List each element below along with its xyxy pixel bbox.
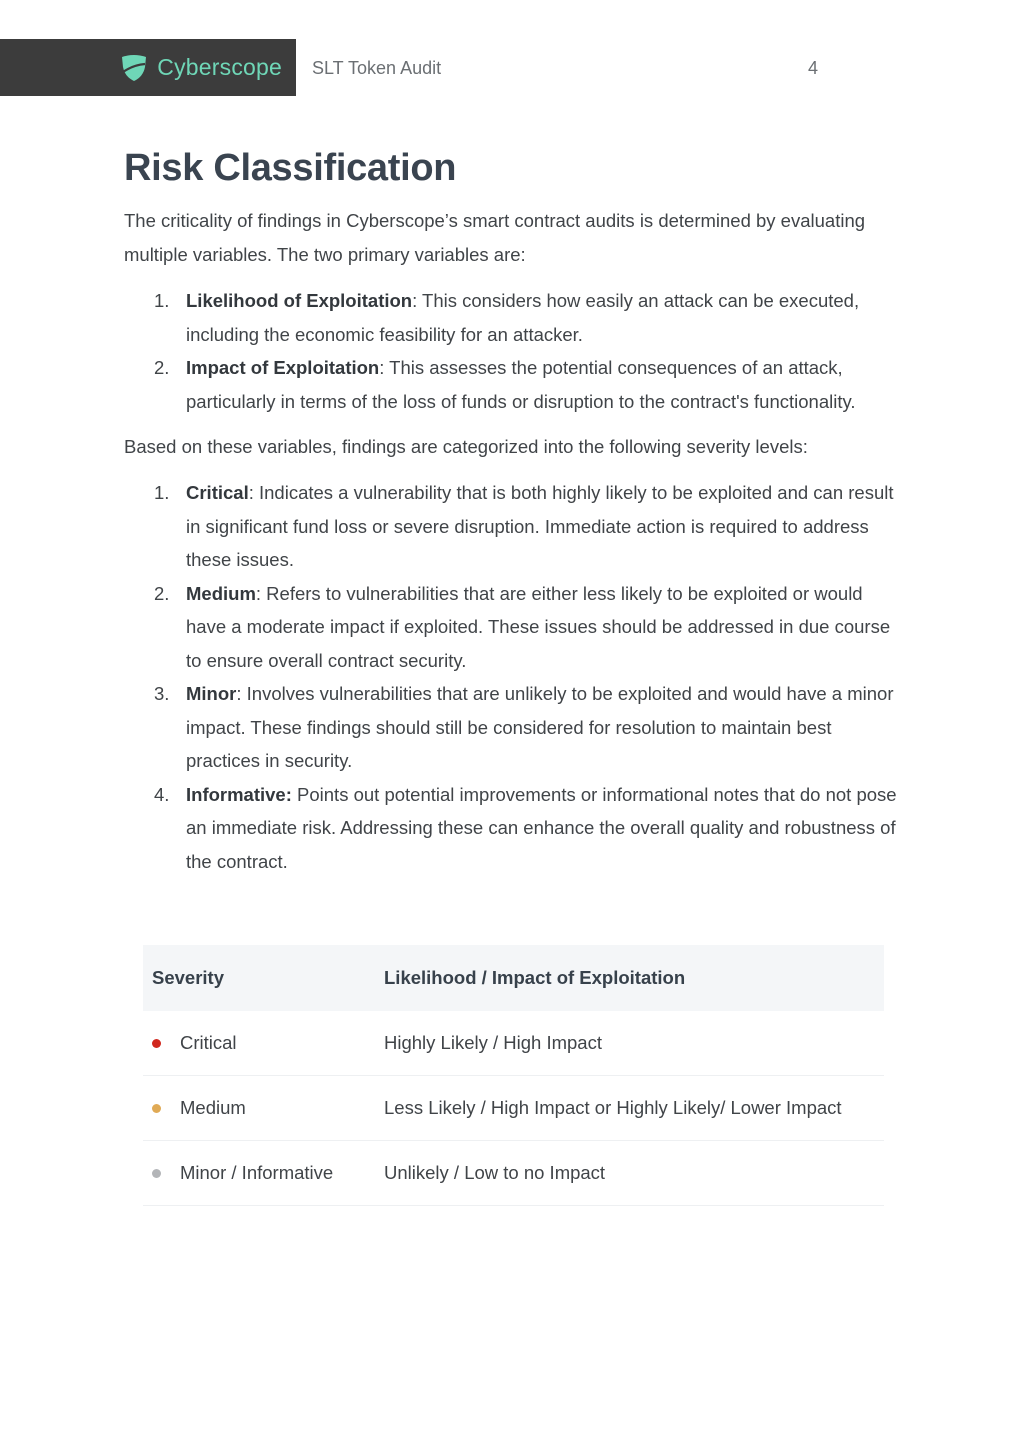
list-item: 2. Medium: Refers to vulnerabilities that are either less likely to be exploited or would have a moderate impact if exploited. These issues should be addressed in due course to ensure overall contract security. <box>154 582 891 671</box>
levels-intro: Based on these variables, findings are categorized into the following severity levels: <box>124 436 808 457</box>
brand-header <box>0 39 296 96</box>
severity-levels-list <box>124 476 904 878</box>
document-title: SLT Token Audit <box>312 58 442 78</box>
table-row <box>143 1076 884 1141</box>
brand-name: Cyberscope <box>157 54 282 80</box>
column-header-likelihood: Likelihood / Impact of Exploitation <box>384 945 884 1011</box>
table-header-row <box>143 945 884 1011</box>
intro-paragraph: The criticality of findings in Cyberscope’s smart contract audits is determined by evaluating multiple variables. The two primary variables are: <box>124 210 866 265</box>
term: Likelihood of Exploitation <box>186 290 413 311</box>
severity-dot-icon <box>152 1169 161 1178</box>
column-header-severity: Severity <box>143 945 384 1011</box>
shield-logo-icon <box>119 53 149 83</box>
term: Minor <box>186 683 237 704</box>
severity-dot-icon <box>152 1104 161 1113</box>
severity-label: Minor / Informative <box>180 1162 334 1183</box>
term: Informative: <box>186 783 292 805</box>
table-row <box>143 1011 884 1076</box>
variables-list <box>124 284 904 418</box>
list-item: 3. Minor: Involves vulnerabilities that are unlikely to be exploited and would have a minor impact. These findings should still be considered for resolution to maintain best practices in security. <box>154 683 894 771</box>
severity-label: Critical <box>180 1032 237 1053</box>
severity-label: Medium <box>180 1097 246 1118</box>
table-row <box>143 1141 884 1206</box>
severity-table <box>143 945 884 1206</box>
likelihood-cell: Highly Likely / High Impact <box>384 1011 884 1076</box>
list-item: 1. Critical: Indicates a vulnerability that is both highly likely to be exploited and can result in significant fund loss or severe disruption. Immediate action is required to address these issues. <box>154 482 894 570</box>
list-item: 1. Likelihood of Exploitation: This considers how easily an attack can be executed, including the economic feasibility for an attacker. <box>154 290 860 345</box>
page-number: 4 <box>808 58 819 78</box>
severity-dot-icon <box>152 1039 161 1048</box>
term: Critical <box>186 482 249 503</box>
page-title: Risk Classification <box>124 147 457 189</box>
list-item: 4. Informative: Points out potential improvements or informational notes that do not pose an immediate risk. Addressing these can enhance the overall quality and robustness of the contract. <box>154 783 897 872</box>
list-item: 2. Impact of Exploitation: This assesses the potential consequences of an attack, particularly in terms of the loss of funds or disruption to the contract's functionality. <box>154 357 856 412</box>
term: Medium <box>186 582 256 604</box>
term: Impact of Exploitation <box>186 357 380 378</box>
likelihood-cell: Less Likely / High Impact or Highly Likely/ Lower Impact <box>384 1076 884 1141</box>
likelihood-cell: Unlikely / Low to no Impact <box>384 1141 884 1206</box>
main-content <box>124 140 904 890</box>
